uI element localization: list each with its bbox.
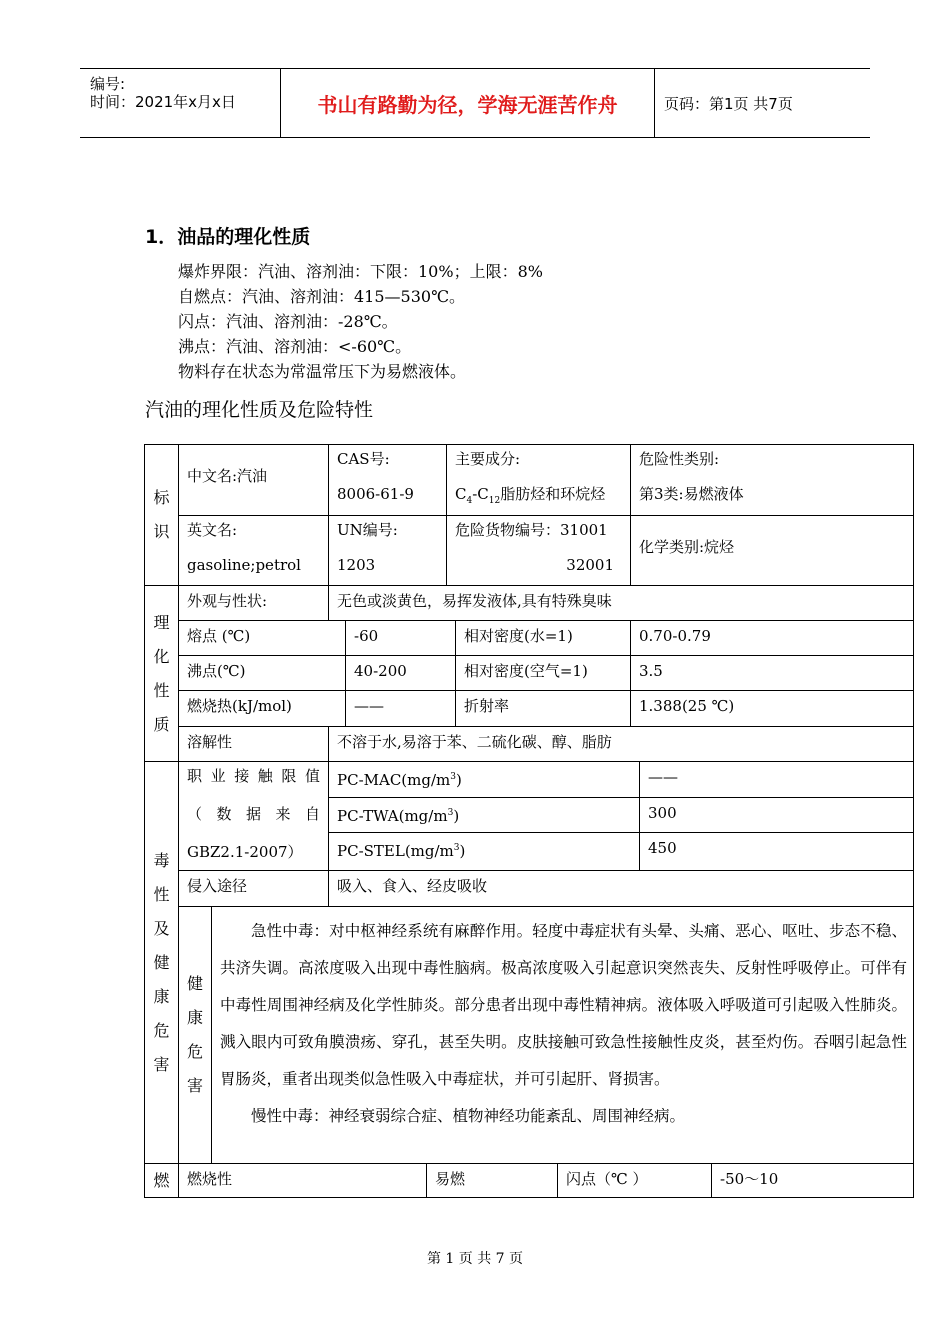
combustion-heat-label: 燃烧热(kJ/mol)	[178, 690, 346, 727]
main-components-cell	[446, 444, 631, 516]
oel-label-1: 职 业 接 触 限 值	[187, 767, 320, 785]
solubility-value: 不溶于水,易溶于苯、二硫化碳、醇、脂肪	[328, 726, 914, 762]
property-line: 闪点：汽油、溶剂油：-28℃。	[178, 312, 398, 331]
pc-stel-value: 450	[639, 832, 914, 871]
time-label: 时间：2021年x月x日	[90, 93, 236, 111]
oel-label-cell	[178, 761, 329, 871]
flash-point-label: 闪点（℃ ）	[557, 1163, 712, 1198]
acute-toxicity: 急性中毒：对中枢神经系统有麻醉作用。轻度中毒症状有头晕、头痛、恶心、呕吐、步态不稳、共济失调。高浓度吸入出现中毒性脑病。极高浓度吸入引起意识突然丧失、反射性呼吸停止。可伴有中毒性周围神经病及化学性肺炎。部分患者出现中毒性精神病。液体吸入呼吸道可引起吸入性肺炎。溅入眼内可致角膜溃疡、穿孔，甚至失明。皮肤接触可致急性接触性皮炎，甚至灼伤。吞咽引起急性胃肠炎，重者出现类似急性吸入中毒症状，并可引起肝、肾损害。	[220, 922, 907, 1088]
number-label: 编号:	[90, 75, 126, 93]
page-footer: 第 1 页 共 7 页	[426, 1251, 524, 1267]
appearance-value: 无色或淡黄色，易挥发液体,具有特殊臭味	[328, 585, 914, 621]
category-physchem: 理化性质	[144, 585, 179, 762]
property-line: 物料存在状态为常温常压下为易燃液体。	[178, 362, 467, 381]
property-line: 爆炸界限：汽油、溶剂油：下限：10%；上限：8%	[178, 262, 543, 281]
refraction-value: 1.388(25 ℃)	[630, 690, 914, 727]
category-identification: 标识	[144, 444, 179, 586]
refraction-label: 折射率	[455, 690, 631, 727]
route-value: 吸入、食入、经皮吸收	[328, 870, 914, 907]
main-components-label: 主要成分:	[455, 450, 521, 468]
flammability-value: 易燃	[426, 1163, 558, 1198]
pc-stel-label: $PC-STEL(mg/m^3)$	[328, 832, 640, 871]
cas-value: 8006-61-9	[337, 485, 414, 503]
pc-twa-label: $PC-TWA(mg/m^3)$	[328, 797, 640, 833]
section-title: 1．油品的理化性质	[145, 226, 311, 248]
hazard-class-value: 第3类:易燃液体	[639, 485, 744, 503]
un-number-cell	[328, 515, 447, 586]
melting-point-label: 熔点 (℃)	[178, 620, 346, 656]
property-line: 自燃点：汽油、溶剂油：415—530℃。	[178, 287, 465, 306]
hazard-class-cell	[630, 444, 914, 516]
route-label: 侵入途径	[178, 870, 329, 907]
cas-label: CAS号:	[337, 450, 390, 468]
flammability-label: 燃烧性	[178, 1163, 427, 1198]
chronic-toxicity: 慢性中毒：神经衰弱综合症、植物神经功能紊乱、周围神经病。	[251, 1107, 686, 1125]
rel-density-air-value: 3.5	[630, 655, 914, 691]
english-name-cell	[178, 515, 329, 586]
property-line: 沸点：汽油、溶剂油：<-60℃。	[178, 337, 412, 356]
rel-density-air-label: 相对密度(空气=1)	[455, 655, 631, 691]
english-name-label: 英文名:	[187, 521, 238, 539]
boiling-point-value: 40-200	[345, 655, 456, 691]
category-health-hazard: 健康危害	[178, 906, 212, 1164]
dangerous-goods-label: 危险货物编号：31001	[455, 521, 608, 539]
melting-point-value: -60	[345, 620, 456, 656]
category-toxicity: 毒性及健康危害	[144, 761, 179, 1164]
un-number-label: UN编号:	[337, 521, 398, 539]
cas-cell	[328, 444, 447, 516]
category-fire: 燃	[144, 1163, 179, 1198]
rel-density-water-value: 0.70-0.79	[630, 620, 914, 656]
combustion-heat-value: ——	[345, 690, 456, 727]
pc-mac-value: ——	[639, 761, 914, 798]
dangerous-goods-cell	[446, 515, 631, 586]
un-number-value: 1203	[337, 556, 376, 574]
header-meta	[80, 69, 281, 137]
rel-density-water-label: 相对密度(水=1)	[455, 620, 631, 656]
chinese-name: 中文名:汽油	[178, 444, 329, 516]
property-list	[178, 259, 543, 384]
health-hazard-text	[211, 906, 914, 1164]
pc-mac-label: $PC-MAC(mg/m^3)$	[328, 761, 640, 798]
solubility-label: 溶解性	[178, 726, 329, 762]
english-name-value: gasoline;petrol	[187, 556, 301, 574]
boiling-point-label: 沸点(℃)	[178, 655, 346, 691]
table-title: 汽油的理化性质及危险特性	[145, 399, 374, 421]
pc-twa-value: 300	[639, 797, 914, 833]
dangerous-goods-value-2: 32001	[566, 556, 614, 574]
hazard-class-label: 危险性类别:	[639, 450, 720, 468]
header-page-info: 页码：第1页 共7页	[664, 94, 793, 113]
appearance-label: 外观与性状:	[178, 585, 329, 621]
header-motto: 书山有路勤为径，学海无涯苦作舟	[281, 69, 655, 137]
oel-label-3: GBZ2.1-2007）	[187, 843, 303, 861]
main-components-value: $C_4-C_{12}$脂肪烃和环烷烃	[455, 485, 606, 506]
flash-point-value: -50～10	[711, 1163, 914, 1198]
chemical-class: 化学类别:烷烃	[630, 515, 914, 586]
page-header	[80, 68, 870, 138]
oel-label-2: （ 数 据 来 自	[187, 805, 320, 823]
